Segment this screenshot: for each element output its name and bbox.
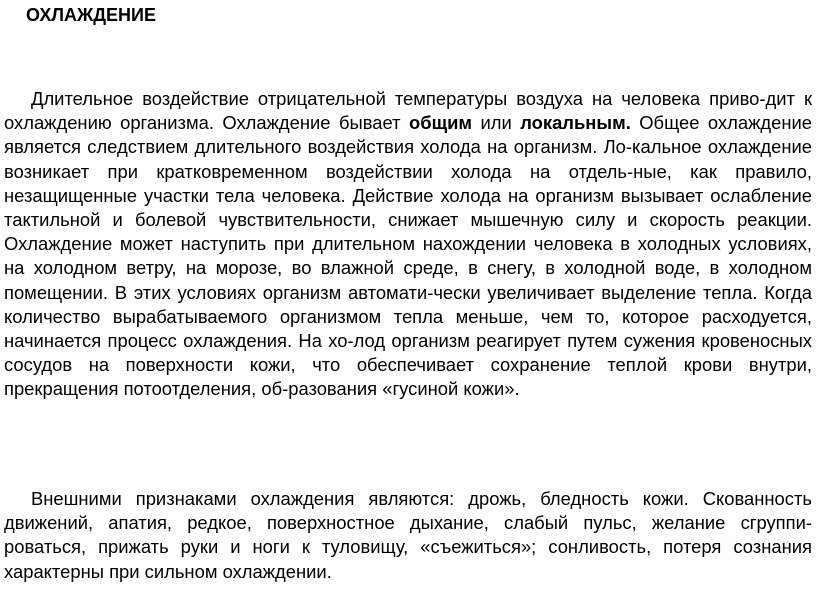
paragraph1-text-part3: Общее охлаждение является следствием длительного воздействия холода на организм. Ло-кальное охлаждение возникает при кратковременном воздействии холода на отдель-ные, как правило, незащищенные участки тела человека. Действие холода на организм вызывает ослабление тактильной и болевой чувствительности, снижает мышечную силу и скорость реакции. Охлаждение может наступить при длительном нахождении человека в холодных условиях, на холодном ветру, на морозе, во влажной среде, в снегу, в холодной воде, в холодном помещении. В этих условиях организм автомати-чески увеличивает выделение тепла. Когда количество вырабатываемого организмом тепла меньше, чем то, которое расходуется, начинается процесс охлаждения. На хо-лод организм реагирует путем сужения кровеносных сосудов на поверхности кожи, что обеспечивает сохранение теплой крови внутри, прекращения потоотделения, об-разования «гусиной кожи».	[4, 112, 812, 400]
paragraph1-text-part2: или	[472, 112, 521, 134]
paragraph1-text-part1: Длительное воздействие отрицательной температуры воздуха на человека приво-дит к охлаждению организма. Охлаждение бывает	[4, 88, 812, 134]
document-title: ОХЛАЖДЕНИЕ	[26, 5, 156, 25]
paragraph-cooling-signs: Внешними признаками охлаждения являются: дрожь, бледность кожи. Скованность движений, апатия, редкое, поверхностное дыхание, слабый пульс, желание сгруппи-роваться, прижать руки и ноги к туловищу, «съежиться»; сонливость, потеря сознания характерны при сильном охлаждении.	[4, 488, 812, 582]
bold-term-general: общим	[409, 112, 473, 134]
paragraph-cooling-description	[4, 87, 812, 402]
bold-term-local: локальным.	[520, 112, 631, 134]
